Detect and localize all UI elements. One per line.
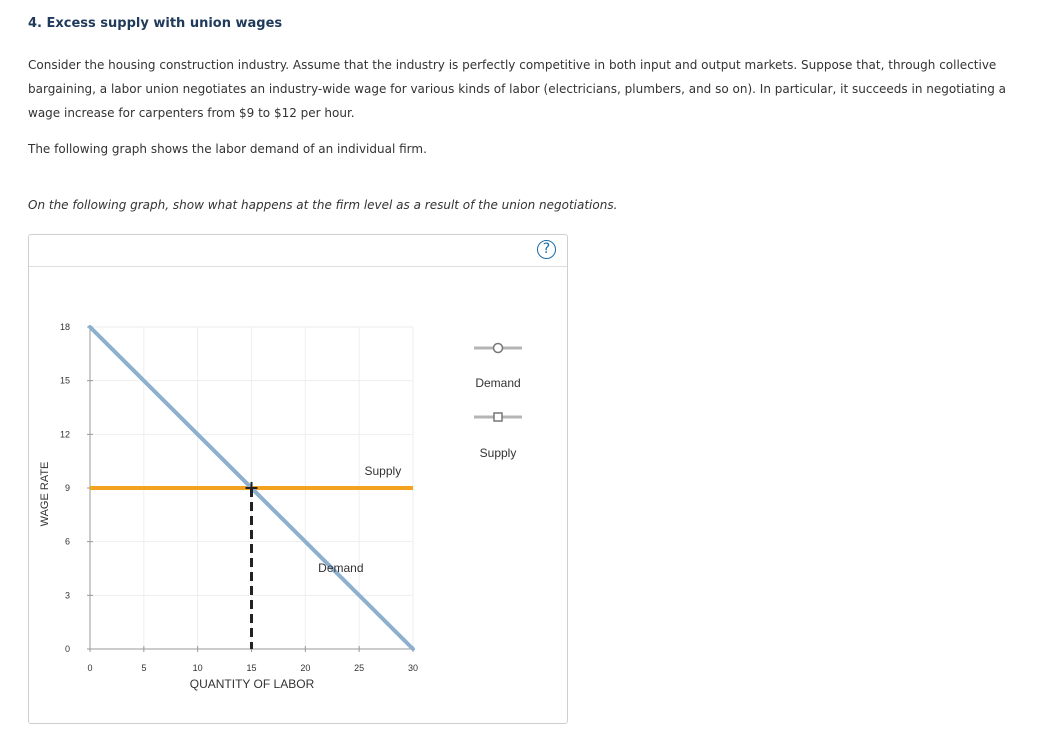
- x-tick-label: 30: [407, 663, 419, 673]
- demand-tool[interactable]: [474, 344, 522, 391]
- supply-tool[interactable]: [474, 413, 522, 460]
- help-icon[interactable]: ?: [537, 240, 556, 259]
- x-axis-label: QUANTITY OF LABOR: [189, 677, 315, 691]
- x-tick-label: 5: [141, 663, 147, 673]
- y-tick-label: 15: [59, 375, 70, 386]
- x-tick-label: 0: [87, 663, 93, 673]
- graph-instruction: On the following graph, show what happens at the firm level as a result of the union negotiations.: [28, 198, 618, 212]
- graph-panel: [28, 234, 568, 724]
- demand-curve-label: Demand: [318, 561, 364, 576]
- supply-curve-label: Supply: [364, 464, 402, 478]
- y-tick-label: 3: [64, 590, 70, 601]
- y-tick-label: 9: [64, 483, 70, 493]
- question-paragraph-2: The following graph shows the labor demand of an individual firm.: [28, 142, 427, 156]
- y-tick-label: 6: [64, 536, 70, 547]
- x-tick-label: 20: [300, 663, 311, 673]
- labor-market-chart[interactable]: [29, 267, 567, 723]
- demand-tool-circle-icon: [494, 344, 503, 353]
- label-layer: [60, 322, 418, 673]
- supply-tool-square-icon: [494, 413, 502, 421]
- y-tick-label: 18: [59, 322, 70, 332]
- x-tick-label: 10: [192, 663, 203, 673]
- x-tick-label: 25: [354, 663, 365, 673]
- x-tick-label: 15: [246, 663, 257, 673]
- y-tick-label: 12: [59, 429, 70, 440]
- y-axis-label: WAGE RATE: [39, 461, 51, 527]
- y-tick-label: 0: [64, 644, 70, 654]
- demand-tool-label: Demand: [475, 376, 521, 390]
- supply-tool-label: Supply: [479, 446, 517, 460]
- question-paragraph-1: Consider the housing construction industry. Assume that the industry is perfectly competitive in both input and output markets. Suppose that, through collective bargaining, a labor union negotiates an industry-wide wage for various kinds of labor (electricians, plumbers, and so on). In particular, it succeeds in negotiating a wage increase for carpenters from $9 to $12 per hour.: [28, 58, 1007, 120]
- question-title: 4. Excess supply with union wages: [28, 16, 283, 31]
